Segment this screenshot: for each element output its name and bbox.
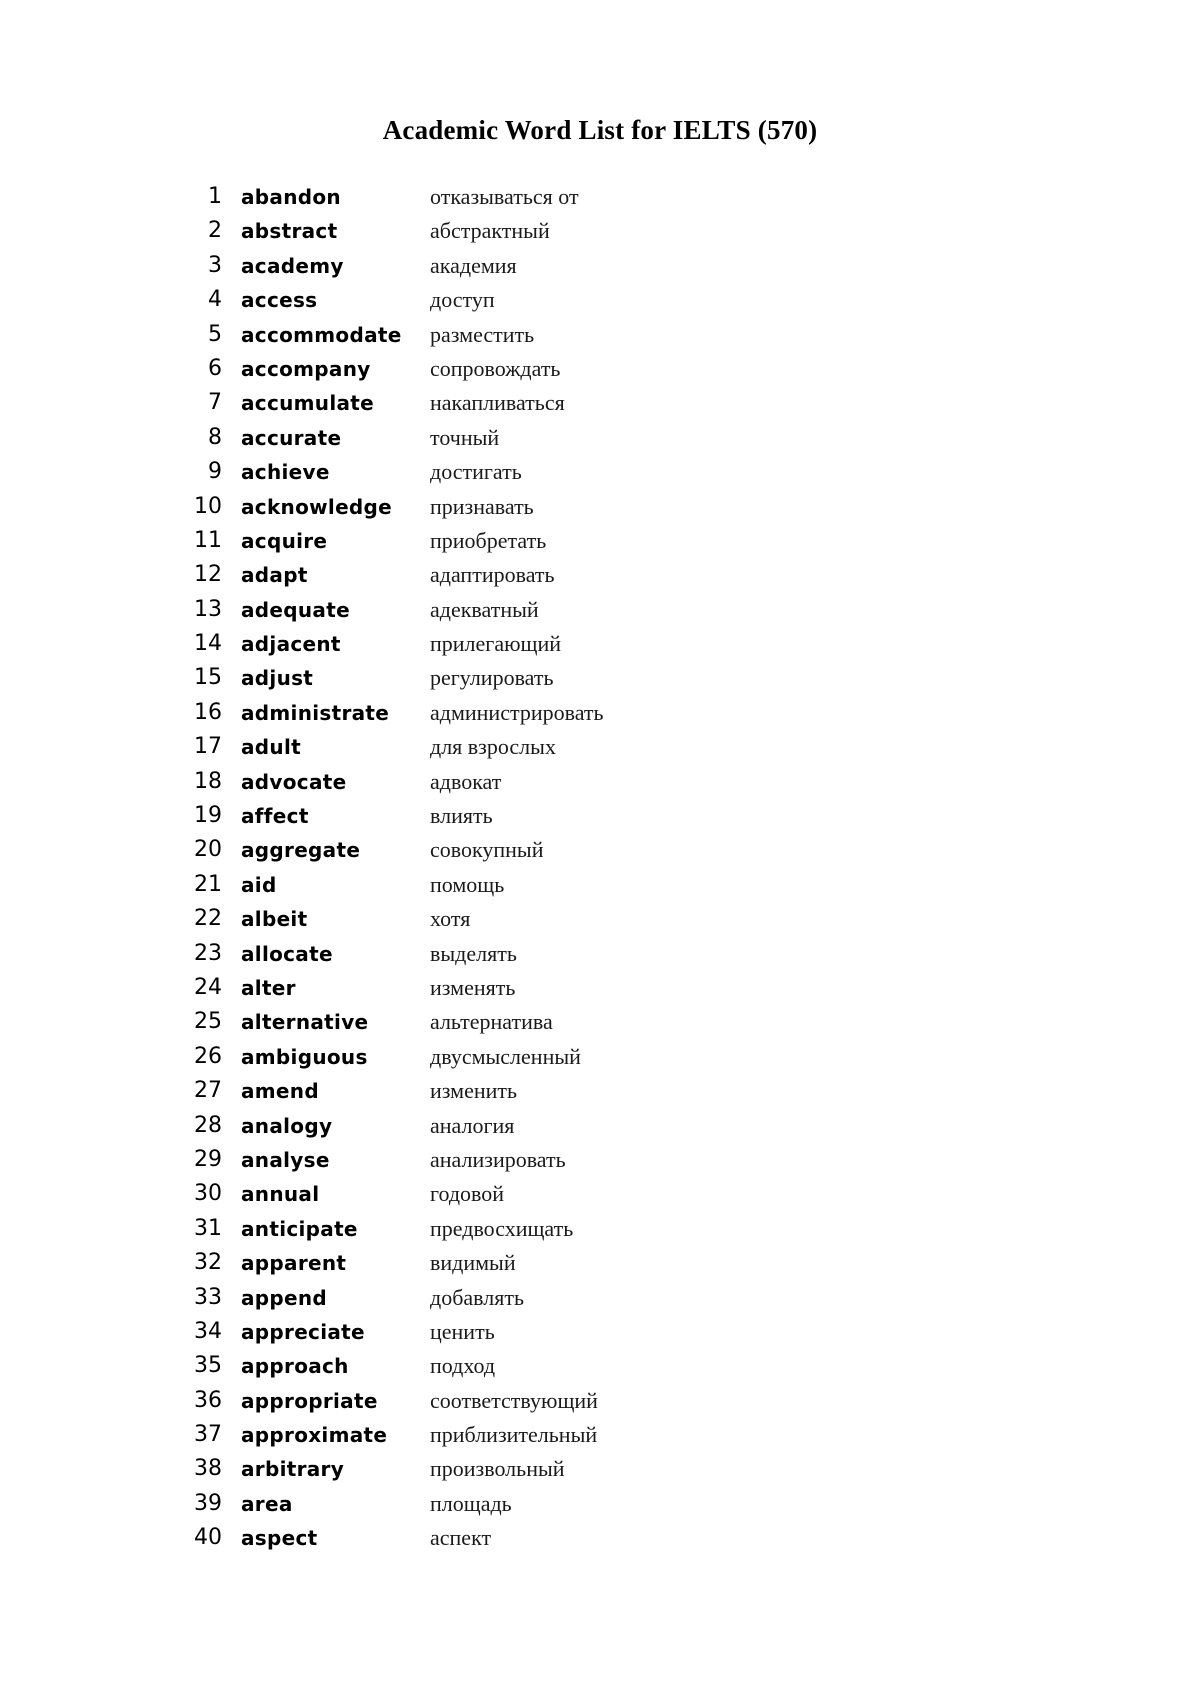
entry-number: 30 — [194, 1181, 222, 1207]
entry-number: 11 — [194, 527, 222, 553]
entry-number: 19 — [194, 803, 222, 829]
entry-translation: добавлять — [430, 1284, 524, 1310]
list-item — [0, 593, 1200, 627]
entry-word: appreciate — [241, 1319, 365, 1344]
entry-translation: точный — [430, 424, 500, 450]
entry-translation: анализировать — [430, 1146, 566, 1172]
entry-translation: адекватный — [430, 596, 539, 622]
entry-number: 12 — [194, 562, 222, 588]
entry-number: 39 — [194, 1490, 222, 1516]
entry-word: arbitrary — [241, 1457, 345, 1482]
list-item — [0, 661, 1200, 695]
entry-number: 36 — [194, 1387, 222, 1413]
entry-word: affect — [241, 804, 309, 829]
entry-word: academy — [241, 253, 344, 278]
list-item — [0, 1143, 1200, 1177]
list-item — [0, 1452, 1200, 1486]
entry-word: alter — [241, 975, 296, 1000]
list-item — [0, 1315, 1200, 1349]
list-item — [0, 490, 1200, 524]
entry-number: 23 — [194, 940, 222, 966]
entry-translation: предвосхищать — [430, 1215, 574, 1241]
list-item — [0, 1109, 1200, 1143]
list-item — [0, 902, 1200, 936]
entry-translation: площадь — [430, 1490, 512, 1516]
entry-translation: сопровождать — [430, 355, 561, 381]
entry-translation: приобретать — [430, 527, 547, 553]
entry-word: accompany — [241, 356, 371, 381]
entry-number: 31 — [194, 1215, 222, 1241]
entry-word: approach — [241, 1354, 349, 1379]
list-item — [0, 696, 1200, 730]
entry-number: 20 — [194, 837, 222, 863]
entry-translation: двусмысленный — [430, 1043, 581, 1069]
entry-translation: приблизительный — [430, 1422, 598, 1448]
list-item — [0, 1349, 1200, 1383]
list-item — [0, 455, 1200, 489]
entry-word: aid — [241, 872, 277, 897]
list-item — [0, 180, 1200, 214]
entry-word: adjacent — [241, 632, 341, 657]
entry-number: 33 — [194, 1284, 222, 1310]
list-item — [0, 833, 1200, 867]
entry-word: acquire — [241, 528, 328, 553]
entry-word: appropriate — [241, 1388, 378, 1413]
entry-translation: академия — [430, 252, 517, 278]
entry-number: 17 — [194, 734, 222, 760]
entry-word: aspect — [241, 1526, 318, 1551]
entry-number: 21 — [194, 871, 222, 897]
entry-number: 26 — [194, 1043, 222, 1069]
list-item — [0, 868, 1200, 902]
entry-translation: видимый — [430, 1250, 516, 1276]
entry-translation: адвокат — [430, 768, 502, 794]
entry-word: adult — [241, 735, 301, 760]
list-item — [0, 1281, 1200, 1315]
list-item — [0, 214, 1200, 248]
list-item — [0, 1074, 1200, 1108]
entry-translation: достигать — [430, 459, 522, 485]
list-item — [0, 971, 1200, 1005]
page-title: Academic Word List for IELTS (570) — [382, 115, 818, 145]
entry-translation: регулировать — [430, 665, 554, 691]
list-item — [0, 524, 1200, 558]
entry-number: 28 — [194, 1112, 222, 1138]
entry-word: amend — [241, 1079, 319, 1104]
entry-number: 8 — [208, 424, 222, 450]
entry-number: 1 — [208, 184, 222, 209]
list-item — [0, 799, 1200, 833]
entry-word: apparent — [241, 1251, 347, 1276]
word-list — [0, 180, 1200, 1556]
entry-translation: отказываться от — [430, 184, 579, 209]
list-item — [0, 1040, 1200, 1074]
list-item — [0, 730, 1200, 764]
entry-translation: соответствующий — [430, 1387, 598, 1413]
entry-word: analyse — [241, 1147, 330, 1172]
list-item — [0, 558, 1200, 592]
entry-word: anticipate — [241, 1216, 358, 1241]
list-item — [0, 352, 1200, 386]
entry-translation: аспект — [430, 1525, 492, 1551]
entry-number: 3 — [208, 252, 222, 278]
entry-number: 5 — [208, 321, 222, 347]
entry-word: administrate — [241, 700, 390, 725]
entry-number: 27 — [194, 1078, 222, 1104]
entry-translation: ценить — [430, 1318, 495, 1344]
entry-number: 34 — [194, 1318, 222, 1344]
entry-word: acknowledge — [241, 494, 393, 519]
entry-word: advocate — [241, 769, 347, 794]
entry-word: ambiguous — [241, 1044, 368, 1069]
entry-number: 37 — [194, 1422, 222, 1448]
entry-number: 2 — [208, 218, 222, 244]
entry-word: aggregate — [241, 838, 361, 863]
list-item — [0, 627, 1200, 661]
entry-word: allocate — [241, 941, 333, 966]
entry-translation: для взрослых — [430, 734, 556, 760]
entry-number: 10 — [194, 493, 222, 519]
list-item — [0, 1418, 1200, 1452]
entry-translation: разместить — [430, 321, 535, 347]
entry-word: approximate — [241, 1423, 388, 1448]
entry-number: 15 — [194, 665, 222, 691]
entry-word: access — [241, 288, 318, 313]
entry-word: albeit — [241, 907, 308, 932]
list-item — [0, 283, 1200, 317]
entry-word: adapt — [241, 563, 308, 588]
entry-number: 25 — [194, 1009, 222, 1035]
list-item — [0, 1005, 1200, 1039]
entry-translation: накапливаться — [430, 390, 565, 416]
entry-translation: совокупный — [430, 837, 544, 863]
list-item — [0, 318, 1200, 352]
entry-number: 24 — [194, 974, 222, 1000]
entry-word: abstract — [241, 219, 338, 244]
entry-translation: изменять — [430, 974, 516, 1000]
entry-word: alternative — [241, 1010, 369, 1035]
entry-translation: изменить — [430, 1078, 518, 1104]
entry-translation: абстрактный — [430, 218, 550, 244]
entry-word: adequate — [241, 597, 350, 622]
entry-number: 35 — [194, 1353, 222, 1379]
entry-number: 9 — [208, 459, 222, 485]
entry-word: achieve — [241, 460, 330, 485]
entry-number: 29 — [194, 1146, 222, 1172]
list-item — [0, 249, 1200, 283]
list-item — [0, 1246, 1200, 1280]
entry-translation: доступ — [430, 287, 495, 313]
list-item — [0, 937, 1200, 971]
entry-word: analogy — [241, 1113, 333, 1138]
entry-number: 13 — [194, 596, 222, 622]
list-item — [0, 765, 1200, 799]
entry-word: append — [241, 1285, 328, 1310]
list-item — [0, 421, 1200, 455]
entry-word: annual — [241, 1182, 320, 1207]
entry-number: 16 — [194, 699, 222, 725]
entry-translation: аналогия — [430, 1112, 515, 1138]
entry-number: 38 — [194, 1456, 222, 1482]
entry-word: area — [241, 1491, 293, 1516]
entry-word: adjust — [241, 666, 314, 691]
entry-translation: подход — [430, 1353, 496, 1379]
entry-number: 22 — [194, 906, 222, 932]
entry-number: 18 — [194, 768, 222, 794]
entry-translation: прилегающий — [430, 631, 562, 657]
list-item — [0, 1487, 1200, 1521]
entry-translation: альтернатива — [430, 1009, 553, 1035]
entry-translation: администрировать — [430, 699, 604, 725]
entry-word: accommodate — [241, 322, 402, 347]
entry-translation: признавать — [430, 493, 534, 519]
entry-number: 4 — [208, 287, 222, 313]
entry-translation: годовой — [430, 1181, 505, 1207]
list-item — [0, 386, 1200, 420]
list-item — [0, 1521, 1200, 1555]
entry-word: abandon — [241, 185, 341, 209]
entry-word: accurate — [241, 425, 342, 450]
list-item — [0, 1177, 1200, 1211]
entry-translation: влиять — [430, 803, 493, 829]
entry-translation: произвольный — [430, 1456, 565, 1482]
entry-translation: адаптировать — [430, 562, 555, 588]
entry-translation: помощь — [430, 871, 505, 897]
entry-number: 40 — [194, 1525, 222, 1551]
list-item — [0, 1384, 1200, 1418]
entry-translation: хотя — [430, 906, 471, 932]
entry-number: 14 — [194, 631, 222, 657]
entry-number: 6 — [208, 355, 222, 381]
entry-word: accumulate — [241, 391, 374, 416]
entry-number: 7 — [208, 390, 222, 416]
entry-translation: выделять — [430, 940, 517, 966]
list-item — [0, 1212, 1200, 1246]
entry-number: 32 — [194, 1250, 222, 1276]
